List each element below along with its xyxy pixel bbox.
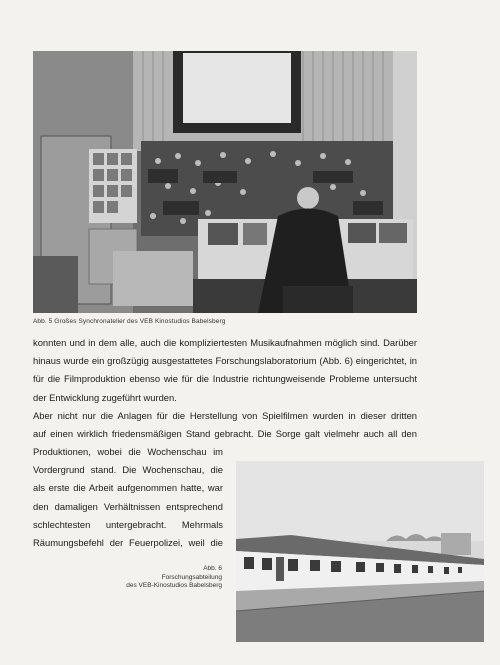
figure-6-caption-line: Forschungsabteilung — [161, 573, 222, 581]
text-line: der Entwicklung zugeführt wurden. — [33, 391, 177, 403]
text-line: Vordergrund stand. Die Wochenschau, die — [33, 464, 223, 476]
studio-photo — [33, 51, 417, 313]
text-line: den damaligen Verhältnissen entsprechend — [33, 500, 223, 512]
text-line: auf einen wirklich friedensmäßigen Stand gebracht. Die Sorge galt vielmehr auch all den — [33, 427, 417, 439]
body-text-wide — [33, 334, 417, 443]
research-building-photo — [236, 461, 484, 642]
text-line: Produktionen, wobei die Wochenschau im — [33, 446, 223, 457]
text-line: konnten und in dem alle, auch die kompliziertesten Musikaufnahmen möglich sind. Darüber — [33, 337, 417, 348]
figure-6-caption — [80, 565, 222, 591]
figure-5-caption: Abb. 5 Großes Synchronatelier des VEB Kinostudios Babelsberg — [33, 318, 226, 325]
text-line: hinaus wurde ein großzügig ausgestattetes Forschungslaboratorium (Abb. 6) eingerichtet, in — [33, 355, 417, 367]
text-line: Aber nicht nur die Anlagen für die Herstellung von Spielfilmen wurden in dieser dritten — [33, 409, 417, 421]
text-line: schlechtesten untergebracht. Mehrmals — [33, 518, 223, 530]
figure-6-caption-line: des VEB-Kinostudios Babelsberg — [126, 582, 222, 589]
text-line: Räumungsbefehl der Feuerpolizei, weil die — [33, 536, 223, 548]
text-line: für die Filmproduktion ebenso wie für die Industrie richtungweisende Probleme untersucht — [33, 373, 417, 385]
text-line: als erste die Arbeit aufgenommen hatte, war — [33, 482, 223, 494]
body-text-narrow — [33, 443, 223, 552]
figure-6-caption-line: Abb. 6 — [203, 565, 222, 572]
